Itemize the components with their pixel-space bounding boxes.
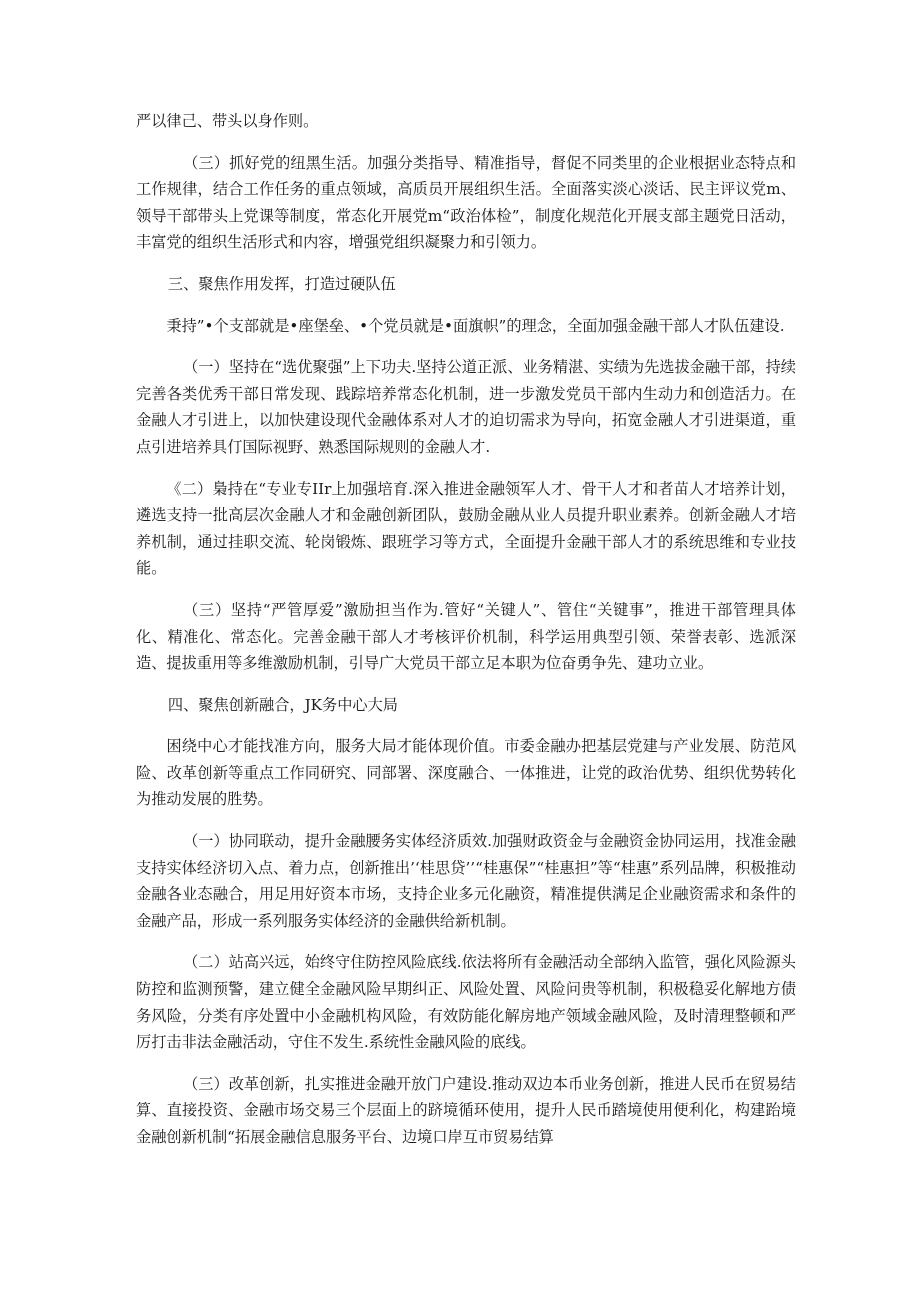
section-heading-4: 四、聚焦创新融合，JK务中心大局 (167, 695, 398, 714)
section-heading-3: 三、聚焦作用发挥，打造过硬队伍 (167, 274, 396, 293)
paragraph-12: （三）改革创新，扎实推进金融开放门户建设.推动双边本币业务创新，推进人民币在贸易结算、直接投资、金融市场交易三个层面上的跻境循环使用，提升人民币踏境使用便利化，构建跆境金融创新机制“拓展金融信息服务平台、边境口岸互市贸易结算 (136, 1074, 796, 1146)
paragraph-7: （三）坚持“严管厚爱”激励担当作为.管好“关键人”、管住“关键事”，推进干部管理具体化、精准化、常态化。完善金融干部人才考核评价机制，科学运用典型引领、荣誉表彰、选派深造、提拔重用等多维激励机制，引导广大党员干部立足本职为位奋勇争先、建功立业。 (136, 600, 796, 673)
paragraph-10: （一）协同联动，提升金融腰务实体经济质效.加强财政资金与金融资金协同运用，找准金融支持实体经济切入点、着力点，创新推出’‘桂思贷’’“桂惠保”“桂惠担”等“桂惠”系列品牌，积极推动金融各业态融合，用足用好资本市场，支持企业多元化融资，精准提供满足企业融资需求和条件的金融产品，形成一系列服务实体经济的金融供给新机制。 (136, 832, 796, 930)
paragraph-11: （二）站高兴远，始终守住防控风险底线.依法将所有金融活动全部纳入监管，强化风险源头防控和监测预警，建立健全金融风险早期纠正、风险处置、风险问贵等机制，积极稳妥化解地方债务风险，分类有序处置中小金融机构风险，有效防能化解房地产领域金融风险，及时清理整顿和严厉打击非法金融活动，守住不发生.系统性金融风险的底线。 (136, 953, 796, 1052)
paragraph-1: 严以律己、带头以身作则。 (136, 112, 319, 130)
document-body (136, 108, 796, 1166)
paragraph-4: 秉持”•个支部就是•座堡垒、•个党员就是•面旗帜”的理念，全面加强金融干部人才队伍建设. (166, 316, 785, 335)
paragraph-9: 困绕中心才能找准方向，服务大局才能体现价值。市委金融办把基层党建与产业发展、防范风险、改革创新等重点工作同研究、同部署、深度融合、一体推进，让党的政治优势、组织优势转化为推动发展的胜势。 (136, 737, 796, 809)
paragraph-5: （一）坚持在“选优聚强”上下功夫.坚持公道正派、业务精湛、实绩为先选拔金融干部，持续完善各类优秀干部日常发现、践踪培养常态化机制，进一步激发党员干部内生动力和创造活力。在金融人才引进上，以加快建设现代金融体系对人才的迫切需求为导向，拓宽金融人才引进渠道，重点引进培养具仃国际视野、熟悉国际规则的金融人才. (136, 358, 796, 456)
paragraph-2: （三）抓好党的纽黑生活。加强分类指导、精准指导，督促不同类里的企业根据业态特点和工作规律，结合工作任务的重点领域，高质员开展组织生活。全面落实淡心淡话、民主评议党m、领导干部带头上党课等制度，常态化开展党m“政治体检”，制度化规范化开展支部主题党日活动，丰富党的组织生活形式和内容，增强党组织凝聚力和引领力。 (136, 153, 796, 252)
paragraph-6: 《二）梟持在“专业专IIr上加强培育.深入推进金融领军人才、骨干人才和者苗人才培养计划，遴选支持一批高层次金融人才和金融创新团队，鼓励金融从业人员提升职业素养。创新金融人才培养机制，通过挂职交流、轮岗锻炼、跟班学习等方式，全面提升金融干部人才的系统思维和专业技能。 (136, 479, 796, 578)
